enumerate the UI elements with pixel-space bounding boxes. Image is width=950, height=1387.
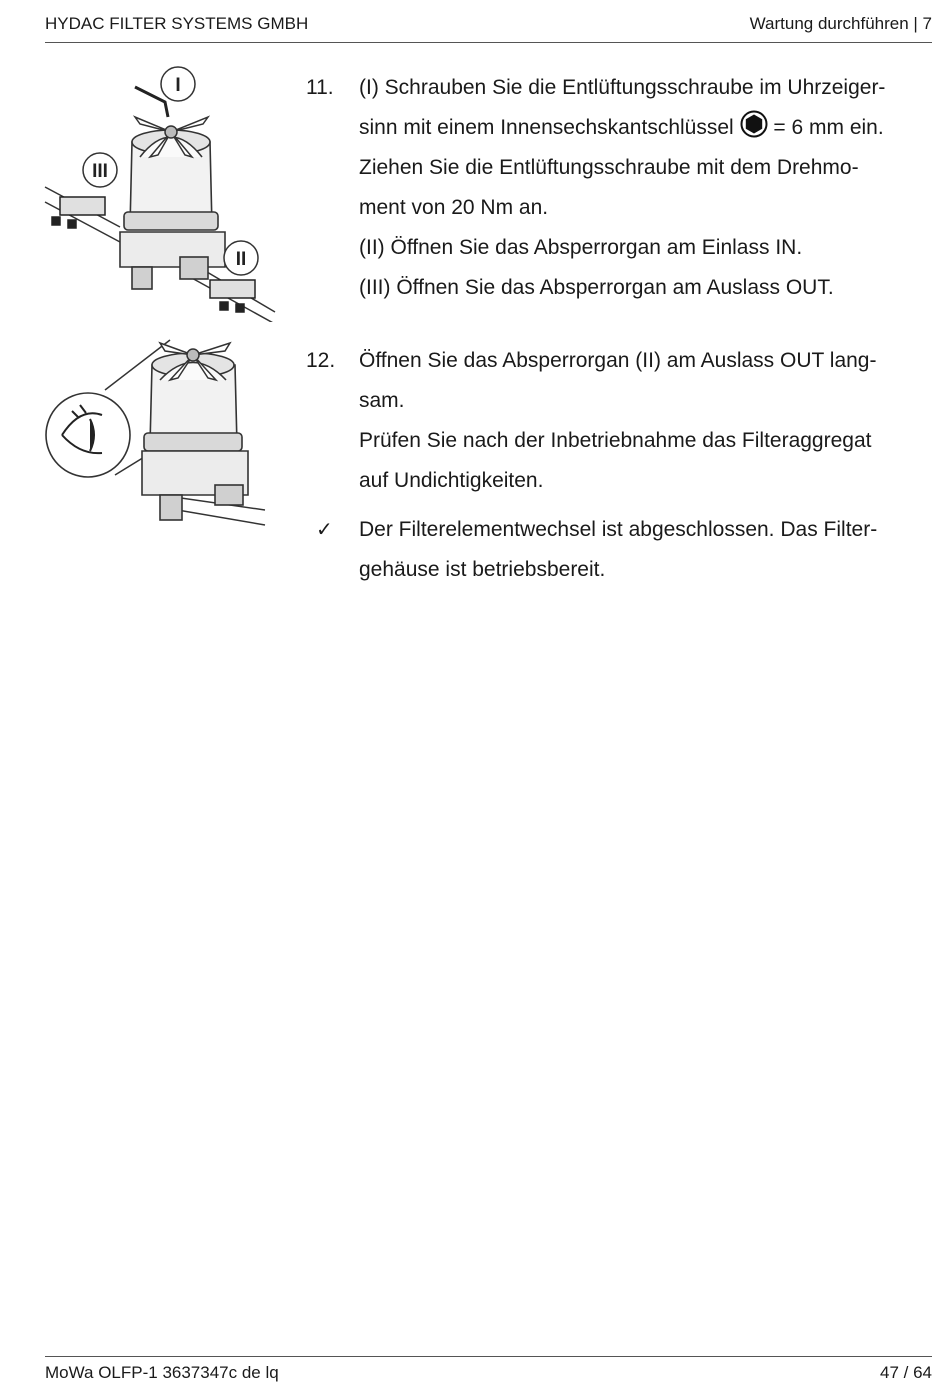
step-text-line: ment von 20 Nm an. (359, 196, 549, 219)
callout-label-i: I (175, 75, 181, 96)
step-text-line: sam. (359, 389, 405, 412)
step-11 (306, 68, 926, 308)
hex-socket-icon (740, 110, 768, 138)
step-text-line: Ziehen Sie die Entlüftungsschraube mit dem Drehmo- (359, 156, 859, 179)
step-12 (306, 341, 926, 501)
result-text-line: Der Filterelementwechsel ist abgeschlossen. Das Filter- (359, 518, 878, 541)
result-body (359, 510, 926, 590)
step-text-line: (III) Öffnen Sie das Absperrorgan am Auslass OUT. (359, 276, 834, 299)
step-text-line (359, 108, 926, 148)
step-text-line: Prüfen Sie nach der Inbetriebnahme das Filteraggregat (359, 429, 872, 452)
step-text-fragment: = 6 mm ein. (773, 116, 884, 139)
callout-label-ii: II (235, 249, 247, 270)
step-body (359, 68, 926, 308)
step-number: 11. (306, 76, 334, 99)
result-statement (306, 510, 926, 590)
step-number: 12. (306, 349, 336, 372)
step-body (359, 341, 926, 501)
callout-label-iii: III (92, 161, 108, 182)
result-check-icon: ✓ (316, 519, 333, 541)
step-text-fragment: sinn mit einem Innensechskantschlüssel (359, 116, 734, 139)
page-footer (45, 1356, 932, 1382)
section-title: Wartung durchführen | 7 (749, 14, 932, 33)
page-number: 47 / 64 (880, 1363, 932, 1382)
result-text-line: gehäuse ist betriebsbereit. (359, 558, 606, 581)
step-text-line: (I) Schrauben Sie die Entlüftungsschraube im Uhrzeiger- (359, 76, 886, 99)
page-header (45, 14, 932, 43)
document-id: MoWa OLFP-1 3637347c de lq (45, 1363, 279, 1382)
step-text-line: (II) Öffnen Sie das Absperrorgan am Einlass IN. (359, 236, 803, 259)
filter-venting-illustration (40, 62, 280, 322)
step-text-line: Öffnen Sie das Absperrorgan (II) am Auslass OUT lang- (359, 349, 877, 372)
company-name: HYDAC FILTER SYSTEMS GMBH (45, 14, 309, 33)
step-text-line: auf Undichtigkeiten. (359, 469, 544, 492)
filter-inspection-illustration (40, 335, 280, 535)
